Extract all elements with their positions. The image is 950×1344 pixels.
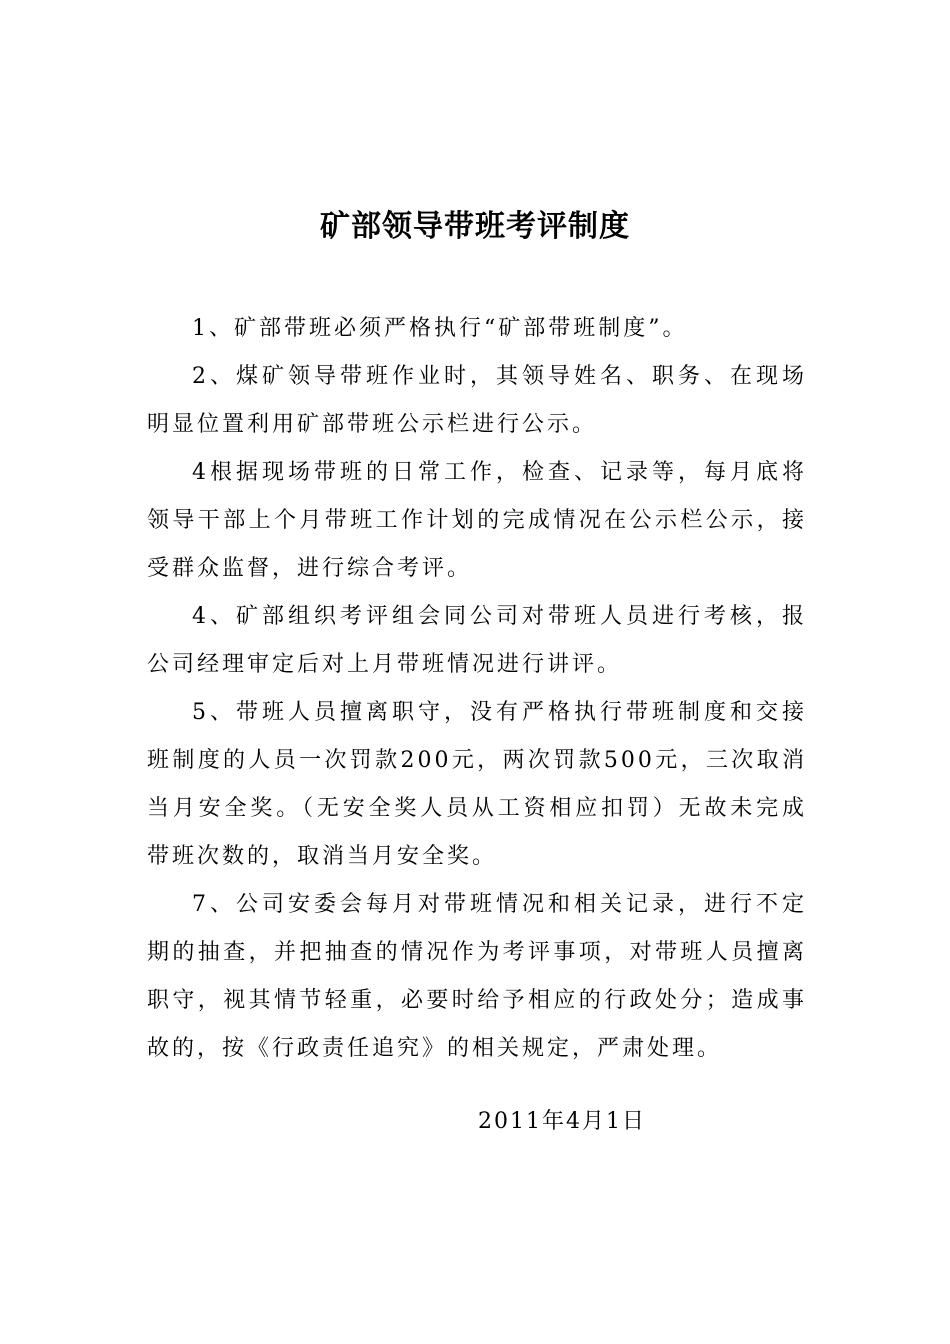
paragraph-5: 5、带班人员擅离职守，没有严格执行带班制度和交接班制度的人员一次罚款200元，两次罚款500元，三次取消当月安全奖。（无安全奖人员从工资相应扣罚）无故未完成带班次数的，取消当月安全奖。 [147, 700, 807, 869]
paragraph-6: 7、公司安委会每月对带班情况和相关记录，进行不定期的抽查，并把抽查的情况作为考评事项，对带班人员擅离职守，视其情节轻重，必要时给予相应的行政处分；造成事故的，按《行政责任追究》的相关规定，严肃处理。 [147, 892, 807, 1061]
document-date: 2011年4月1日 [478, 1109, 646, 1134]
paragraph-1: 1、矿部带班必须严格执行“矿部带班制度”。 [192, 316, 688, 341]
paragraph-2: 2、煤矿领导带班作业时，其领导姓名、职务、在现场明显位置利用矿部带班公示栏进行公示。 [147, 364, 807, 437]
paragraph-4: 4、矿部组织考评组会同公司对带班人员进行考核，报公司经理审定后对上月带班情况进行讲评。 [147, 604, 807, 677]
page-title: 矿部领导带班考评制度 [320, 209, 630, 244]
document-body [147, 305, 807, 1073]
paragraph-3: 4根据现场带班的日常工作，检查、记录等，每月底将领导干部上个月带班工作计划的完成情况在公示栏公示，接受群众监督，进行综合考评。 [147, 460, 807, 581]
